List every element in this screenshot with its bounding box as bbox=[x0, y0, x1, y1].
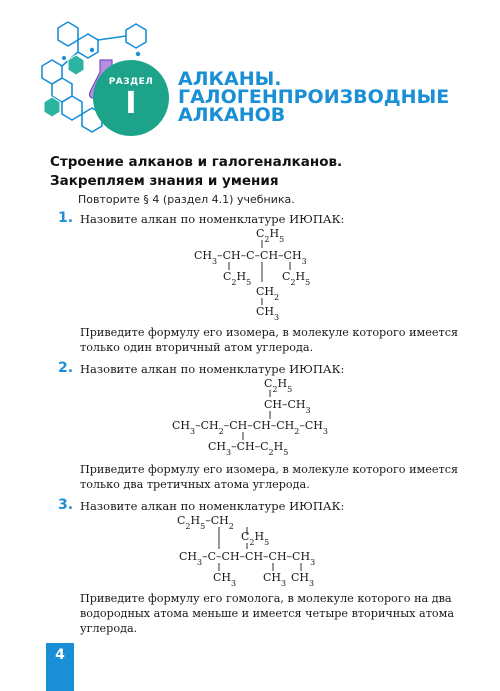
formula-upper: $CH-CH_3$ bbox=[264, 398, 311, 415]
task-body-line: Приведите формулу его изомера, в молекуле которого имеется bbox=[80, 326, 459, 339]
task-number: 2. bbox=[58, 360, 74, 376]
formula-branch: $C_2H_5$ bbox=[241, 530, 270, 547]
formula-main: $CH_3-CH_2-CH-CH-CH_2-CH_3$ bbox=[172, 419, 328, 436]
section-badge bbox=[93, 60, 169, 136]
formula-below-1: $CH_3$ bbox=[213, 571, 237, 588]
task-body-line: водородных атома меньше и имеется четыре вторичных атома bbox=[80, 607, 455, 620]
task-instruction: Назовите алкан по номенклатуре ИЮПАК: bbox=[80, 362, 345, 376]
page-number: 4 bbox=[55, 647, 65, 663]
formula-main: $CH_3-CH-C-CH-CH_3$ bbox=[194, 249, 307, 266]
formula-below-right: $C_2H_5$ bbox=[282, 270, 311, 287]
task-number: 1. bbox=[58, 210, 74, 226]
formula-main: $CH_3-C-CH-CH-CH-CH_3$ bbox=[179, 550, 316, 567]
chapter-title-line: ГАЛОГЕНПРОИЗВОДНЫЕ bbox=[178, 86, 450, 108]
task-instruction: Назовите алкан по номенклатуре ИЮПАК: bbox=[80, 212, 345, 226]
chapter-title-line: АЛКАНОВ bbox=[178, 104, 286, 126]
section-heading-line: Строение алканов и галогеналканов. bbox=[50, 154, 343, 170]
formula-top: $C_2H_5$ bbox=[256, 227, 285, 244]
section-heading bbox=[50, 153, 342, 191]
task-body-line: Приведите формулу его изомера, в молекуле которого имеется bbox=[80, 463, 459, 476]
formula-below-3: $CH_3$ bbox=[256, 305, 280, 322]
page-number-box bbox=[46, 643, 74, 691]
formula-top: $C_2H_5$ bbox=[264, 377, 293, 394]
section-number: I bbox=[125, 86, 137, 121]
structural-formula-1 bbox=[190, 226, 340, 322]
task-body-line: только один вторичный атом углерода. bbox=[80, 341, 314, 354]
formula-below-3: $CH_3$ bbox=[291, 571, 315, 588]
task-number: 3. bbox=[58, 497, 74, 513]
task-body-line: Приведите формулу его гомолога, в молекуле которого на два bbox=[80, 592, 452, 605]
task-instruction: Назовите алкан по номенклатуре ИЮПАК: bbox=[80, 499, 345, 513]
formula-below-2: $CH_3$ bbox=[263, 571, 287, 588]
formula-below-2: $CH_2$ bbox=[256, 285, 280, 302]
structural-formula-3 bbox=[175, 513, 365, 591]
task-body bbox=[80, 462, 470, 492]
review-note: Повторите § 4 (раздел 4.1) учебника. bbox=[78, 193, 295, 206]
chapter-title bbox=[178, 70, 478, 124]
section-label: РАЗДЕЛ bbox=[108, 77, 154, 87]
section-heading-line: Закрепляем знания и умения bbox=[50, 173, 279, 189]
task-body bbox=[80, 591, 470, 636]
formula-below-left: $C_2H_5$ bbox=[223, 270, 252, 287]
formula-lower: $CH_3-CH-C_2H_5$ bbox=[208, 440, 289, 457]
chapter-title-line: АЛКАНЫ. bbox=[178, 68, 282, 90]
task-body bbox=[80, 325, 470, 355]
task-body-line: углерода. bbox=[80, 622, 138, 635]
task-body-line: только два третичных атома углерода. bbox=[80, 478, 310, 491]
formula-top: $C_2H_5-CH_2$ bbox=[177, 514, 234, 531]
structural-formula-2 bbox=[168, 376, 368, 456]
